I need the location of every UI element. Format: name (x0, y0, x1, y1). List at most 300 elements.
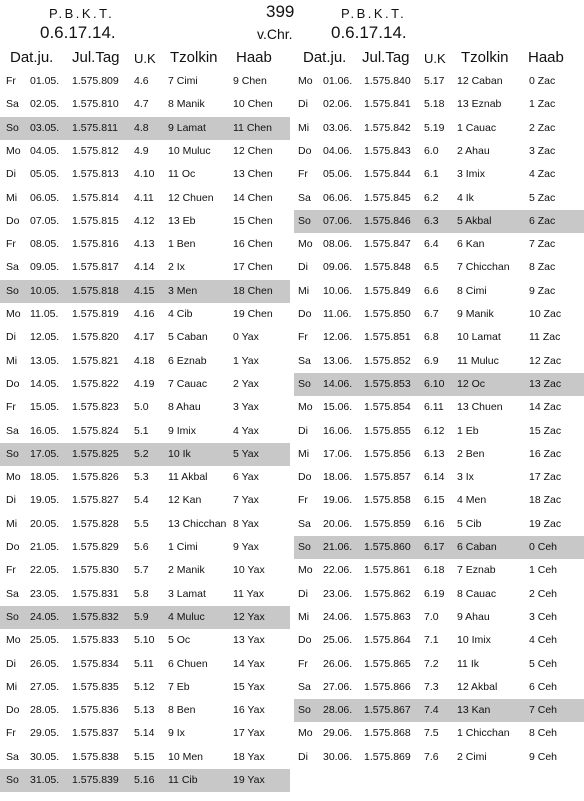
date-cell: 14.06. (323, 377, 353, 390)
weekday-cell: So (6, 610, 19, 623)
table-row (0, 373, 290, 396)
julian-day-cell: 1.575.854 (364, 401, 411, 414)
tzolkin-cell: 10 Ik (168, 447, 191, 460)
uk-cell: 5.4 (134, 494, 149, 507)
table-row (0, 722, 290, 745)
table-row (0, 653, 290, 676)
julian-day-cell: 1.575.818 (72, 284, 119, 297)
uk-cell: 5.8 (134, 587, 149, 600)
julian-day-cell: 1.575.867 (364, 704, 411, 717)
table-row (294, 489, 584, 512)
tzolkin-cell: 6 Kan (457, 238, 485, 251)
julian-day-cell: 1.575.838 (72, 750, 119, 763)
haab-cell: 19 Yax (233, 774, 265, 786)
weekday-cell: Sa (6, 98, 19, 111)
col-header-jd: Jul.Tag (362, 49, 410, 66)
julian-day-cell: 1.575.809 (72, 75, 119, 87)
table-row (0, 420, 290, 443)
uk-cell: 5.14 (134, 727, 155, 740)
haab-cell: 16 Chen (233, 238, 273, 251)
haab-cell: 14 Yax (233, 657, 265, 670)
tzolkin-cell: 7 Cimi (168, 75, 198, 87)
uk-cell: 4.19 (134, 377, 155, 390)
table-row (0, 699, 290, 722)
col-header-jd: Jul.Tag (72, 49, 120, 66)
haab-cell: 19 Zac (529, 517, 562, 530)
julian-day-cell: 1.575.868 (364, 727, 411, 740)
haab-cell: 18 Zac (529, 494, 562, 507)
uk-cell: 7.5 (424, 727, 439, 740)
table-row (294, 280, 584, 303)
haab-cell: 0 Yax (233, 331, 259, 344)
uk-cell: 5.3 (134, 471, 149, 484)
weekday-cell: So (6, 447, 19, 460)
julian-day-cell: 1.575.837 (72, 727, 119, 740)
tzolkin-cell: 12 Akbal (457, 680, 498, 693)
haab-cell: 0 Ceh (529, 541, 558, 553)
date-cell: 24.05. (30, 610, 60, 623)
haab-cell: 1 Yax (233, 354, 259, 367)
tzolkin-cell: 11 Cib (168, 774, 198, 786)
date-cell: 02.06. (323, 98, 353, 111)
tzolkin-cell: 8 Ahau (168, 401, 201, 414)
weekday-cell: Di (6, 657, 16, 670)
weekday-cell: So (298, 214, 311, 227)
date-cell: 24.06. (323, 610, 353, 623)
tzolkin-cell: 3 Men (168, 284, 198, 297)
uk-cell: 6.14 (424, 471, 445, 484)
table-row (294, 350, 584, 373)
julian-day-cell: 1.575.864 (364, 634, 411, 647)
date-cell: 08.06. (323, 238, 353, 251)
julian-day-cell: 1.575.822 (72, 377, 119, 390)
haab-cell: 6 Yax (233, 471, 259, 484)
uk-cell: 4.13 (134, 238, 155, 251)
date-cell: 09.05. (30, 261, 60, 274)
weekday-cell: Di (298, 98, 308, 111)
uk-cell: 6.6 (424, 284, 439, 297)
date-cell: 06.06. (323, 191, 353, 204)
table-row (0, 187, 290, 210)
haab-cell: 12 Zac (529, 354, 562, 367)
haab-cell: 2 Ceh (529, 587, 558, 600)
table-row (294, 117, 584, 140)
table-row (294, 140, 584, 163)
haab-cell: 13 Zac (529, 377, 562, 390)
col-header-haab: Haab (528, 49, 564, 66)
tzolkin-cell: 13 Eznab (457, 98, 502, 111)
col-header-uk: U.K (134, 51, 156, 66)
haab-cell: 9 Yax (233, 541, 259, 553)
right-long-count: 0.6.17.14. (331, 23, 407, 42)
julian-day-cell: 1.575.843 (364, 144, 411, 157)
uk-cell: 5.13 (134, 704, 155, 717)
haab-cell: 9 Ceh (529, 750, 558, 763)
julian-day-cell: 1.575.850 (364, 308, 411, 320)
uk-cell: 5.2 (134, 447, 149, 460)
date-cell: 25.05. (30, 634, 60, 647)
tzolkin-cell: 1 Chicchan (457, 727, 510, 740)
date-cell: 05.05. (30, 168, 60, 181)
uk-cell: 5.1 (134, 424, 149, 437)
haab-cell: 0 Zac (529, 75, 556, 87)
date-cell: 16.06. (323, 424, 353, 437)
tzolkin-cell: 2 Cimi (457, 750, 487, 763)
col-header-date: Dat.ju. (303, 49, 347, 66)
date-cell: 01.06. (323, 75, 353, 87)
date-cell: 26.06. (323, 657, 353, 670)
julian-day-cell: 1.575.860 (364, 541, 411, 553)
haab-cell: 3 Yax (233, 401, 259, 414)
weekday-cell: Mi (298, 610, 310, 623)
table-row (294, 163, 584, 186)
weekday-cell: Mo (6, 471, 21, 484)
haab-cell: 13 Chen (233, 168, 273, 181)
tzolkin-cell: 10 Men (168, 750, 204, 763)
julian-day-cell: 1.575.831 (72, 587, 119, 600)
date-cell: 12.05. (30, 331, 60, 344)
julian-day-cell: 1.575.862 (364, 587, 411, 600)
table-row (294, 583, 584, 606)
uk-cell: 5.15 (134, 750, 155, 763)
table-row (294, 443, 584, 466)
table-row (0, 303, 290, 326)
julian-day-cell: 1.575.865 (364, 657, 411, 670)
table-row (294, 373, 584, 396)
weekday-cell: Sa (6, 750, 19, 763)
col-header-tzolkin: Tzolkin (461, 49, 509, 66)
julian-day-cell: 1.575.827 (72, 494, 119, 507)
haab-cell: 12 Chen (233, 144, 273, 157)
tzolkin-cell: 9 Ix (168, 727, 185, 740)
date-cell: 02.05. (30, 98, 60, 111)
haab-cell: 5 Yax (233, 447, 259, 460)
julian-day-cell: 1.575.858 (364, 494, 411, 507)
uk-cell: 7.1 (424, 634, 439, 647)
haab-cell: 9 Chen (233, 75, 267, 87)
weekday-cell: So (298, 377, 311, 390)
date-cell: 22.06. (323, 564, 353, 577)
julian-day-cell: 1.575.839 (72, 774, 119, 786)
uk-cell: 5.9 (134, 610, 149, 623)
haab-cell: 16 Yax (233, 704, 265, 717)
julian-day-cell: 1.575.846 (364, 214, 411, 227)
table-row (294, 70, 584, 93)
table-row (294, 396, 584, 419)
weekday-cell: Fr (298, 494, 308, 507)
era-label: v.Chr. (257, 26, 293, 42)
weekday-cell: Di (298, 750, 308, 763)
weekday-cell: Mi (6, 354, 18, 367)
uk-cell: 4.6 (134, 75, 149, 87)
table-row (294, 653, 584, 676)
right-calendar-label: P.B.K.T. (341, 6, 407, 21)
weekday-cell: So (6, 121, 19, 134)
julian-day-cell: 1.575.832 (72, 610, 119, 623)
date-cell: 27.05. (30, 680, 60, 693)
uk-cell: 5.6 (134, 541, 149, 553)
julian-day-cell: 1.575.861 (364, 564, 411, 577)
date-cell: 08.05. (30, 238, 60, 251)
tzolkin-cell: 12 Oc (457, 377, 486, 390)
julian-day-cell: 1.575.820 (72, 331, 119, 344)
uk-cell: 6.11 (424, 401, 444, 414)
weekday-cell: Sa (6, 587, 19, 600)
tzolkin-cell: 4 Ik (457, 191, 474, 204)
julian-day-cell: 1.575.848 (364, 261, 411, 274)
haab-cell: 4 Zac (529, 168, 556, 181)
julian-day-cell: 1.575.830 (72, 564, 119, 577)
haab-cell: 16 Zac (529, 447, 562, 460)
tzolkin-cell: 11 Muluc (457, 354, 499, 367)
tzolkin-cell: 10 Lamat (457, 331, 501, 344)
date-cell: 11.06. (323, 308, 352, 320)
date-cell: 09.06. (323, 261, 353, 274)
tzolkin-cell: 11 Oc (168, 168, 196, 181)
tzolkin-cell: 6 Chuen (168, 657, 208, 670)
table-row (294, 699, 584, 722)
weekday-cell: Fr (298, 657, 308, 670)
tzolkin-cell: 3 Imix (457, 168, 486, 181)
table-row (294, 629, 584, 652)
haab-cell: 9 Zac (529, 284, 556, 297)
uk-cell: 6.17 (424, 541, 445, 553)
date-cell: 30.05. (30, 750, 60, 763)
tzolkin-cell: 11 Akbal (168, 471, 208, 484)
uk-cell: 7.6 (424, 750, 439, 763)
julian-day-cell: 1.575.828 (72, 517, 119, 530)
uk-cell: 6.2 (424, 191, 439, 204)
tzolkin-cell: 4 Men (457, 494, 487, 507)
date-cell: 28.05. (30, 704, 60, 717)
col-header-date: Dat.ju. (10, 49, 54, 66)
table-row (294, 256, 584, 279)
date-cell: 21.06. (323, 541, 353, 553)
uk-cell: 7.2 (424, 657, 439, 670)
weekday-cell: Do (298, 634, 312, 647)
weekday-cell: Mo (298, 75, 313, 87)
table-row (294, 420, 584, 443)
julian-day-cell: 1.575.813 (72, 168, 119, 181)
date-cell: 10.06. (323, 284, 353, 297)
weekday-cell: Fr (6, 75, 16, 87)
table-row (0, 676, 290, 699)
julian-day-cell: 1.575.812 (72, 144, 119, 157)
date-cell: 18.05. (30, 471, 60, 484)
date-cell: 11.05. (30, 308, 59, 320)
date-cell: 27.06. (323, 680, 353, 693)
uk-cell: 5.19 (424, 121, 445, 134)
tzolkin-cell: 10 Muluc (168, 144, 211, 157)
date-cell: 20.06. (323, 517, 353, 530)
weekday-cell: Di (298, 587, 308, 600)
date-cell: 28.06. (323, 704, 353, 717)
date-cell: 15.06. (323, 401, 353, 414)
uk-cell: 6.12 (424, 424, 445, 437)
tzolkin-cell: 5 Oc (168, 634, 191, 647)
tzolkin-cell: 9 Manik (457, 308, 494, 320)
table-row (0, 70, 290, 93)
weekday-cell: Sa (298, 680, 311, 693)
date-cell: 12.06. (323, 331, 353, 344)
haab-cell: 11 Chen (233, 121, 272, 134)
table-row (0, 93, 290, 116)
uk-cell: 7.0 (424, 610, 439, 623)
haab-cell: 5 Zac (529, 191, 556, 204)
julian-day-cell: 1.575.819 (72, 308, 119, 320)
julian-day-cell: 1.575.810 (72, 98, 119, 111)
left-long-count: 0.6.17.14. (40, 23, 116, 42)
uk-cell: 4.17 (134, 331, 155, 344)
weekday-cell: Mo (6, 308, 21, 320)
date-cell: 01.05. (30, 75, 60, 87)
date-cell: 13.05. (30, 354, 60, 367)
tzolkin-cell: 5 Akbal (457, 214, 492, 227)
date-cell: 25.06. (323, 634, 353, 647)
haab-cell: 14 Chen (233, 191, 273, 204)
tzolkin-cell: 8 Ben (168, 704, 196, 717)
haab-cell: 8 Zac (529, 261, 556, 274)
table-row (294, 606, 584, 629)
uk-cell: 4.7 (134, 98, 149, 111)
date-cell: 04.05. (30, 144, 60, 157)
julian-day-cell: 1.575.829 (72, 541, 119, 553)
julian-day-cell: 1.575.841 (364, 98, 411, 111)
table-row (0, 536, 290, 559)
weekday-cell: Mo (298, 401, 313, 414)
uk-cell: 4.14 (134, 261, 155, 274)
uk-cell: 4.9 (134, 144, 149, 157)
weekday-cell: Sa (298, 517, 311, 530)
table-row (0, 629, 290, 652)
julian-day-cell: 1.575.859 (364, 517, 411, 530)
weekday-cell: Mi (6, 191, 18, 204)
julian-day-cell: 1.575.835 (72, 680, 119, 693)
haab-cell: 14 Zac (529, 401, 562, 414)
uk-cell: 5.11 (134, 657, 154, 670)
haab-cell: 15 Chen (233, 214, 273, 227)
weekday-cell: Do (6, 541, 20, 553)
table-row (294, 303, 584, 326)
julian-day-cell: 1.575.857 (364, 471, 411, 484)
table-row (294, 536, 584, 559)
weekday-cell: Mi (6, 517, 18, 530)
date-cell: 19.06. (323, 494, 353, 507)
haab-cell: 7 Ceh (529, 704, 558, 717)
weekday-cell: Di (298, 261, 308, 274)
table-row (294, 559, 584, 582)
haab-cell: 19 Chen (233, 308, 273, 320)
table-row (0, 769, 290, 792)
julian-day-cell: 1.575.824 (72, 424, 119, 437)
date-cell: 22.05. (30, 564, 60, 577)
julian-day-cell: 1.575.866 (364, 680, 411, 693)
julian-day-cell: 1.575.833 (72, 634, 119, 647)
julian-day-cell: 1.575.856 (364, 447, 411, 460)
uk-cell: 6.0 (424, 144, 439, 157)
haab-cell: 10 Chen (233, 98, 273, 111)
tzolkin-cell: 8 Cimi (457, 284, 487, 297)
table-row (0, 443, 290, 466)
julian-day-cell: 1.575.855 (364, 424, 411, 437)
col-header-tzolkin: Tzolkin (170, 49, 218, 66)
tzolkin-cell: 2 Ahau (457, 144, 490, 157)
uk-cell: 5.0 (134, 401, 149, 414)
julian-day-cell: 1.575.826 (72, 471, 119, 484)
tzolkin-cell: 1 Cimi (168, 541, 198, 553)
julian-day-cell: 1.575.834 (72, 657, 119, 670)
uk-cell: 6.10 (424, 377, 445, 390)
date-cell: 23.05. (30, 587, 60, 600)
weekday-cell: Fr (6, 727, 16, 740)
julian-day-cell: 1.575.816 (72, 238, 119, 251)
uk-cell: 4.11 (134, 191, 154, 204)
julian-day-cell: 1.575.825 (72, 447, 119, 460)
weekday-cell: Sa (6, 261, 19, 274)
date-cell: 03.06. (323, 121, 353, 134)
weekday-cell: Mi (298, 284, 310, 297)
tzolkin-cell: 13 Chuen (457, 401, 503, 414)
haab-cell: 18 Yax (233, 750, 265, 763)
table-row (0, 256, 290, 279)
julian-day-cell: 1.575.817 (72, 261, 119, 274)
uk-cell: 4.16 (134, 308, 155, 320)
uk-cell: 6.1 (424, 168, 439, 181)
uk-cell: 5.18 (424, 98, 445, 111)
tzolkin-cell: 3 Ix (457, 471, 474, 484)
haab-cell: 10 Zac (529, 308, 562, 320)
haab-cell: 2 Zac (529, 121, 556, 134)
haab-cell: 2 Yax (233, 377, 259, 390)
date-cell: 15.05. (30, 401, 60, 414)
weekday-cell: Fr (298, 331, 308, 344)
tzolkin-cell: 13 Eb (168, 214, 196, 227)
weekday-cell: Mi (6, 680, 18, 693)
tzolkin-cell: 2 Manik (168, 564, 205, 577)
haab-cell: 6 Zac (529, 214, 556, 227)
table-row (0, 233, 290, 256)
julian-day-cell: 1.575.863 (364, 610, 411, 623)
tzolkin-cell: 4 Cib (168, 308, 193, 320)
uk-cell: 4.10 (134, 168, 155, 181)
date-cell: 17.05. (30, 447, 60, 460)
julian-day-cell: 1.575.842 (364, 121, 411, 134)
weekday-cell: Sa (298, 191, 311, 204)
haab-cell: 13 Yax (233, 634, 265, 647)
date-cell: 14.05. (30, 377, 60, 390)
tzolkin-cell: 2 Ix (168, 261, 185, 274)
haab-cell: 10 Yax (233, 564, 265, 577)
uk-cell: 6.19 (424, 587, 445, 600)
table-row (294, 513, 584, 536)
date-cell: 10.05. (30, 284, 60, 297)
date-cell: 23.06. (323, 587, 353, 600)
table-row (0, 280, 290, 303)
tzolkin-cell: 9 Imix (168, 424, 197, 437)
table-row (0, 559, 290, 582)
julian-day-cell: 1.575.815 (72, 214, 119, 227)
date-cell: 06.05. (30, 191, 60, 204)
tzolkin-cell: 2 Ben (457, 447, 485, 460)
tzolkin-cell: 9 Lamat (168, 121, 206, 134)
uk-cell: 6.15 (424, 494, 445, 507)
table-row (0, 140, 290, 163)
table-row (0, 466, 290, 489)
uk-cell: 5.17 (424, 75, 445, 87)
haab-cell: 7 Zac (529, 238, 556, 251)
weekday-cell: Sa (6, 424, 19, 437)
tzolkin-cell: 7 Eb (168, 680, 190, 693)
